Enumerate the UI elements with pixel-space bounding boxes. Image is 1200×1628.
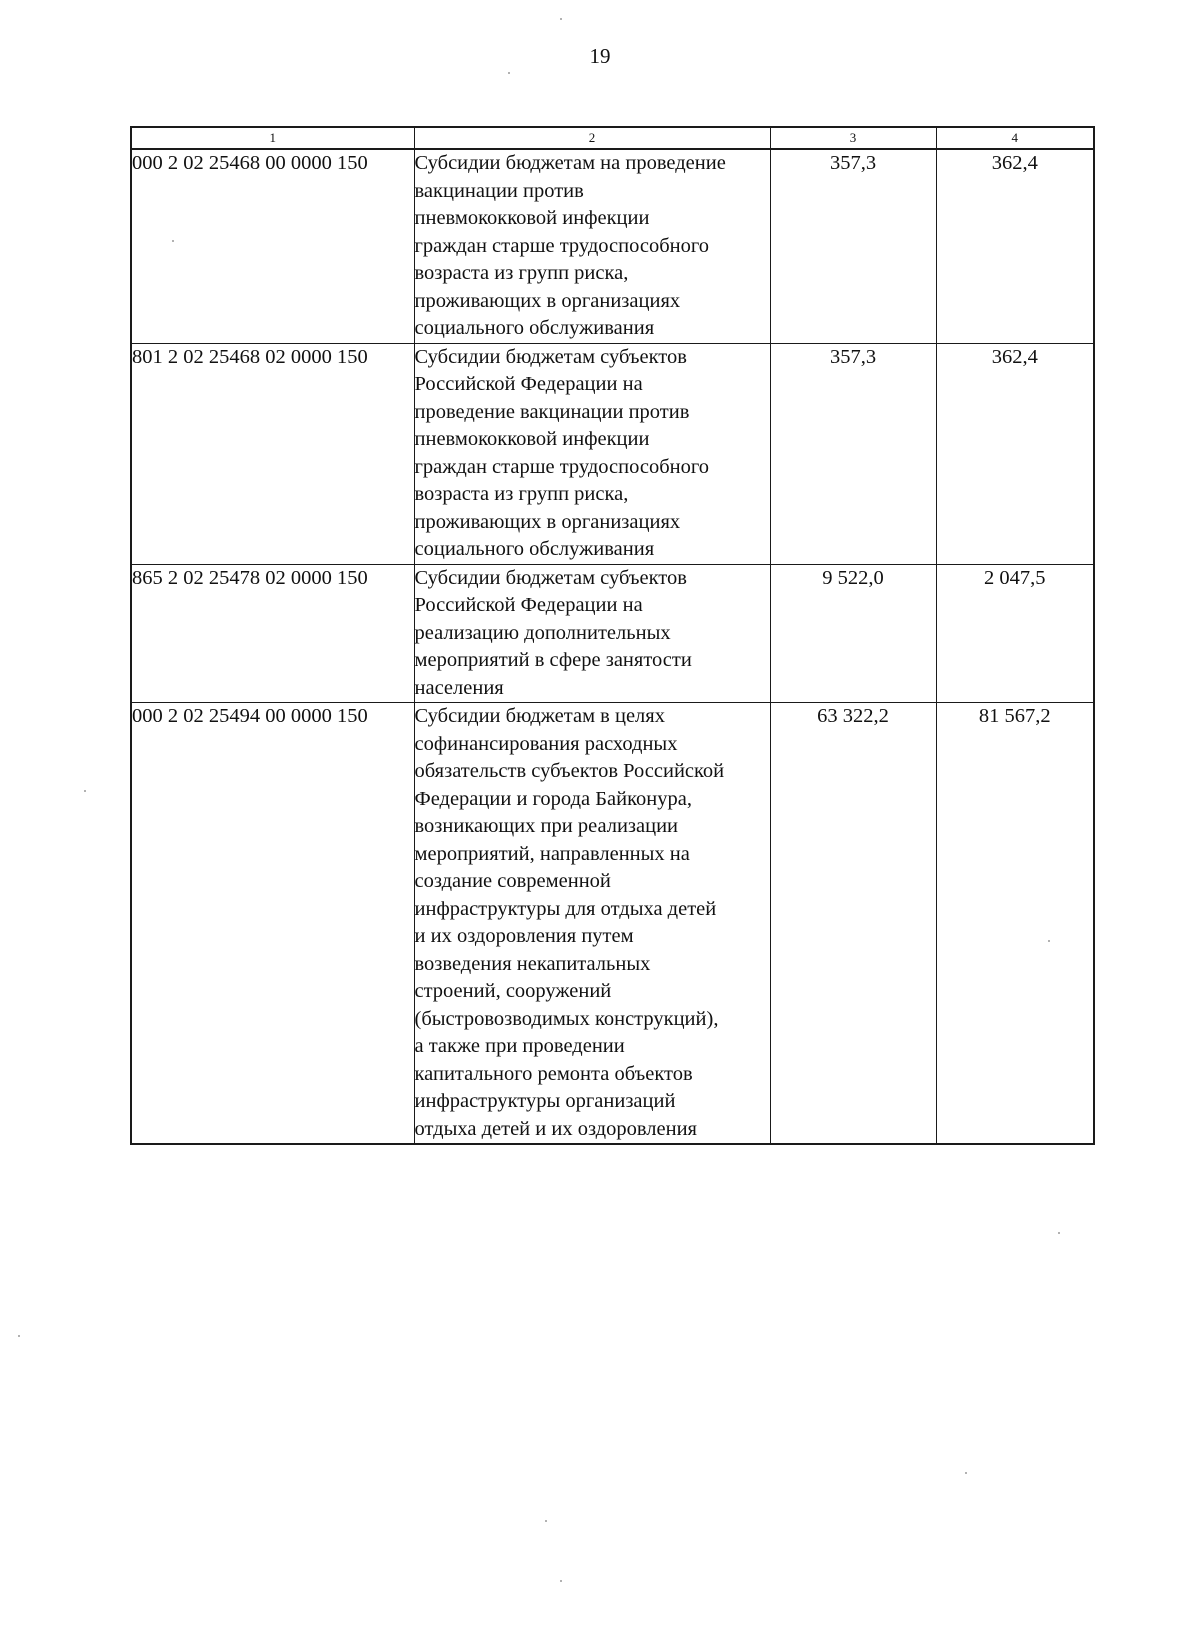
description-cell: Субсидии бюджетам субъектов Российской Федерации на проведение вакцинации против пневмококковой инфекции граждан старше трудоспособного возраста из групп риска, проживающих в организациях социального обслуживания (414, 343, 770, 564)
budget-code-cell: 801 2 02 25468 02 0000 150 (131, 343, 414, 564)
page-number: 19 (589, 44, 611, 68)
scan-speck (1058, 1232, 1060, 1234)
column-header-2: 2 (414, 127, 770, 149)
table-header-row (131, 127, 1094, 149)
value-column-3-cell: 63 322,2 (770, 703, 936, 1145)
scan-speck (18, 1335, 20, 1337)
value-column-3-cell: 9 522,0 (770, 564, 936, 703)
scan-speck (508, 72, 510, 74)
budget-code-cell: 000 2 02 25468 00 0000 150 (131, 149, 414, 343)
column-header-1: 1 (131, 127, 414, 149)
value-column-4-cell: 362,4 (936, 149, 1094, 343)
value-column-3-cell: 357,3 (770, 149, 936, 343)
description-cell: Субсидии бюджетам на проведение вакцинации против пневмококковой инфекции граждан старше трудоспособного возраста из групп риска, проживающих в организациях социального обслуживания (414, 149, 770, 343)
scan-speck (84, 790, 86, 792)
budget-table (130, 126, 1095, 1145)
scan-speck (560, 18, 562, 20)
scan-speck (965, 1472, 967, 1474)
scan-speck (560, 1580, 562, 1582)
column-header-3: 3 (770, 127, 936, 149)
table-row (131, 149, 1094, 343)
budget-code-cell: 865 2 02 25478 02 0000 150 (131, 564, 414, 703)
value-column-4-cell: 81 567,2 (936, 703, 1094, 1145)
table-row (131, 703, 1094, 1145)
budget-code-cell: 000 2 02 25494 00 0000 150 (131, 703, 414, 1145)
scan-speck (1048, 940, 1050, 942)
column-header-4: 4 (936, 127, 1094, 149)
table-row (131, 343, 1094, 564)
value-column-3-cell: 357,3 (770, 343, 936, 564)
scan-speck (545, 1520, 547, 1522)
value-column-4-cell: 2 047,5 (936, 564, 1094, 703)
scan-speck (172, 240, 174, 242)
description-cell: Субсидии бюджетам в целях софинансирования расходных обязательств субъектов Российской Федерации и города Байконура, возникающих при реализации мероприятий, направленных на создание современной инфраструктуры для отдыха детей и их оздоровления путем возведения некапитальных строений, сооружений (быстровозводимых конструкций), а также при проведении капитального ремонта объектов инфраструктуры организаций отдыха детей и их оздоровления (414, 703, 770, 1145)
value-column-4-cell: 362,4 (936, 343, 1094, 564)
description-cell: Субсидии бюджетам субъектов Российской Федерации на реализацию дополнительных мероприятий в сфере занятости населения (414, 564, 770, 703)
table-row (131, 564, 1094, 703)
